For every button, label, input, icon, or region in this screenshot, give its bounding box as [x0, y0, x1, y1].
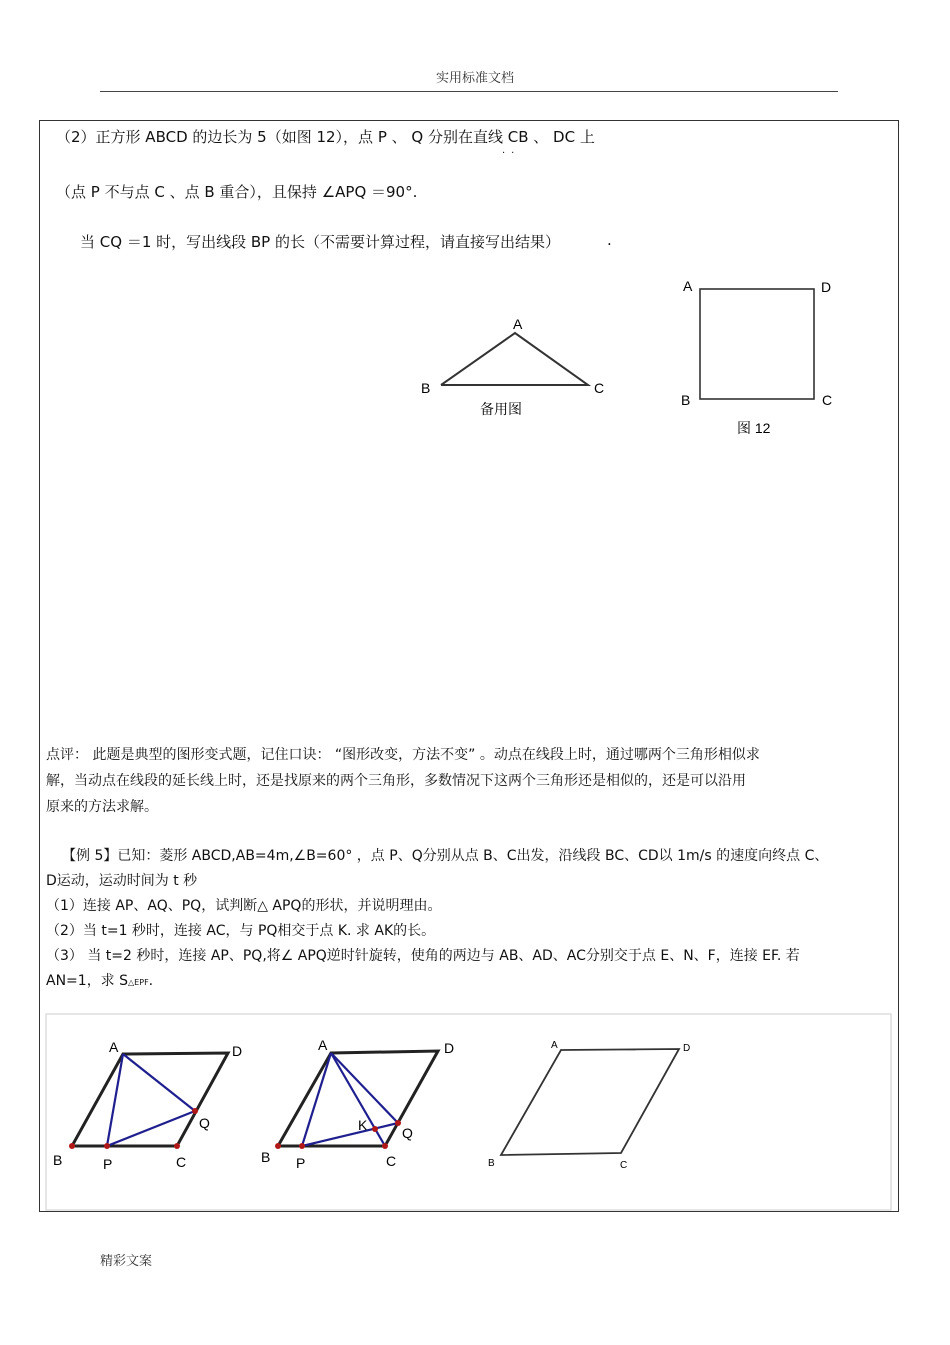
area-subscript: △EPF	[128, 978, 149, 987]
comment-line1: 点评： 此题是典型的图形变式题，记住口诀： “图形改变，方法不变” 。动点在线段上时，通过哪两个三角形相似求	[46, 747, 760, 763]
segment-ap-2	[302, 1053, 331, 1146]
fig3-label-d: D	[683, 1043, 691, 1054]
page-footer: 精彩文案	[100, 1254, 153, 1269]
area-suffix: .	[148, 973, 154, 989]
point-p-2	[299, 1143, 305, 1149]
rhombus-3	[501, 1049, 679, 1155]
fig1-label-d: D	[232, 1043, 243, 1059]
problem2-line2: （点 P 不与点 C 、点 B 重合），且保持 ∠APQ ＝90°.	[56, 183, 418, 201]
example5-question1: （1）连接 AP、AQ、PQ，试判断△ APQ的形状，并说明理由。	[46, 898, 442, 914]
triangle-label-a: A	[513, 316, 523, 332]
square-label-d: D	[821, 279, 832, 295]
page-header: 实用标准文档	[435, 71, 514, 86]
fig2-label-q: Q	[402, 1125, 413, 1141]
fig3-label-c: C	[620, 1160, 628, 1171]
point-p-1	[104, 1143, 110, 1149]
triangle-label-b: B	[421, 380, 431, 396]
square-label-b: B	[681, 392, 691, 408]
example5-question3: （3） 当 t=2 秒时，连接 AP、PQ,将∠ APQ逆时针旋转，使角的两边与 AB、AD、AC分别交于点 E、N、F，连接 EF. 若	[46, 948, 800, 964]
fig3-label-b: B	[488, 1158, 495, 1169]
point-c-2	[382, 1143, 388, 1149]
triangle-caption: 备用图	[480, 401, 522, 417]
segment-aq-1	[123, 1054, 195, 1111]
figure-panel-border	[46, 1014, 891, 1210]
fig1-label-c: C	[176, 1154, 187, 1170]
point-q-2	[395, 1120, 401, 1126]
problem2-line1: （2）正方形 ABCD 的边长为 5（如图 12），点 P 、 Q 分别在直线 CB 、 DC 上	[56, 128, 595, 146]
fig2-label-d: D	[444, 1040, 455, 1056]
point-b-1	[69, 1143, 75, 1149]
example5-line1: 【例 5】已知：菱形 ABCD,AB=4m,∠B=60° ，点 P、Q分别从点 B、C出发，沿线段 BC、CD以 1m/s 的速度向终点 C、	[62, 848, 829, 864]
square-label-a: A	[683, 278, 693, 294]
problem2-line3-end: .	[607, 231, 612, 249]
fig1-label-b: B	[53, 1152, 63, 1168]
fig2-label-k: K	[358, 1117, 368, 1133]
fig1-label-q: Q	[199, 1115, 210, 1131]
rhombus-figure-3	[488, 1040, 690, 1171]
rhombus-figure-1	[53, 1039, 242, 1172]
square-caption: 图 12	[737, 420, 771, 436]
point-c-1	[174, 1143, 180, 1149]
fig2-label-p: P	[296, 1155, 306, 1171]
problem2-line3: 当 CQ ＝1 时，写出线段 BP 的长（不需要计算过程，请直接写出结果）	[80, 233, 561, 251]
point-b-2	[275, 1143, 281, 1149]
example5-question2: （2）当 t=1 秒时，连接 AC，与 PQ相交于点 K. 求 AK的长。	[46, 923, 436, 939]
comment-line3: 原来的方法求解。	[46, 799, 158, 815]
emphasis-dots: ··	[502, 148, 521, 159]
triangle-label-c: C	[594, 380, 605, 396]
example5-line2: D运动，运动时间为 t 秒	[46, 873, 198, 889]
fig1-label-p: P	[103, 1156, 113, 1172]
point-q-1	[192, 1108, 198, 1114]
fig2-label-b: B	[261, 1149, 271, 1165]
segment-pq-1	[107, 1111, 195, 1146]
rhombus-figure-2	[261, 1037, 454, 1171]
fig1-label-a: A	[109, 1039, 119, 1055]
fig2-label-c: C	[386, 1153, 397, 1169]
square-label-c: C	[822, 392, 833, 408]
rhombus-1	[72, 1053, 228, 1146]
fig2-label-a: A	[318, 1037, 328, 1053]
area-prefix: AN=1，求 S	[46, 973, 129, 989]
point-k-2	[372, 1126, 378, 1132]
fig3-label-a: A	[551, 1040, 558, 1051]
comment-line2: 解，当动点在线段的延长线上时，还是找原来的两个三角形，多数情况下这两个三角形还是相似的，还是可以沿用	[46, 773, 746, 789]
